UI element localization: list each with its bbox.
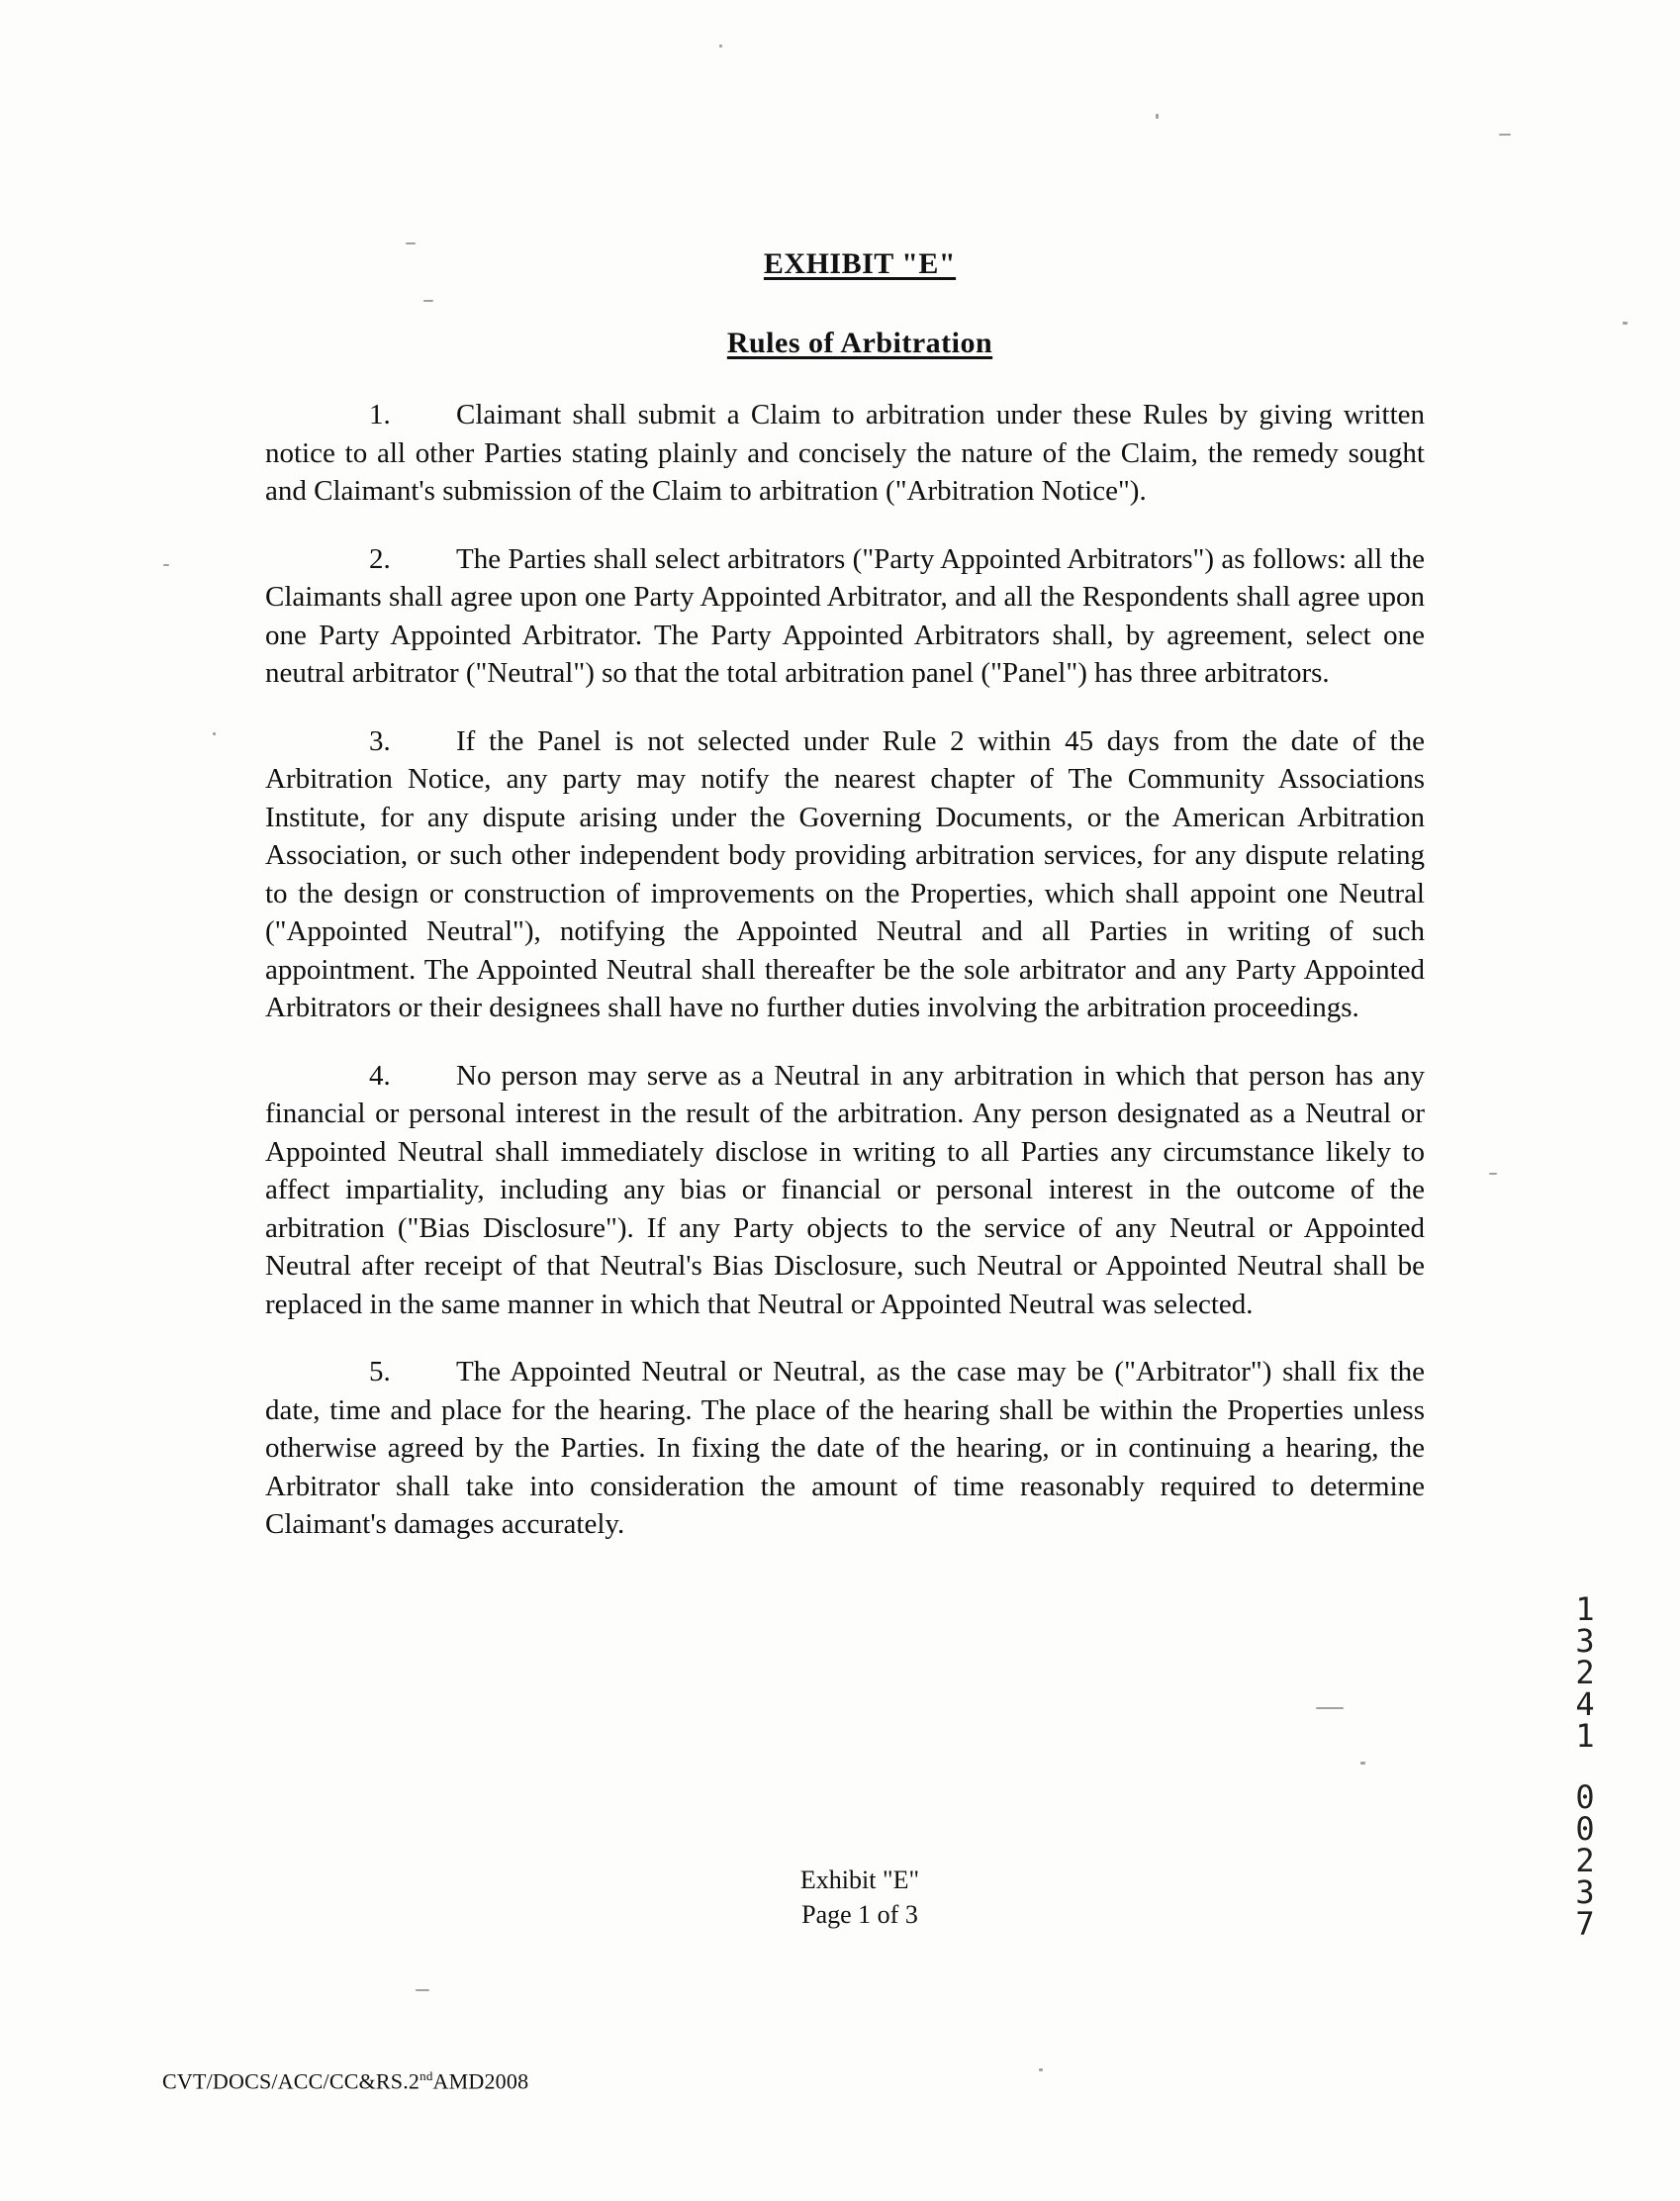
doc-code-suffix: AMD2008 <box>432 2068 529 2094</box>
footer-page-number: Page 1 of 3 <box>801 1900 918 1929</box>
exhibit-title: EXHIBIT "E" <box>763 247 957 280</box>
rule-text: Claimant shall submit a Claim to arbitration under these Rules by giving written notice to all other Parties stating plainly and concisely the nature of the Claim, the remedy sought and Claimant's submission of the Claim to arbitration ("Arbitration Notice"). <box>265 399 1425 507</box>
document-code <box>162 2068 528 2094</box>
rule-text: If the Panel is not selected under Rule 2 within 45 days from the date of the Arbitration Notice, any party may notify the nearest chapter of The Community Associations Institute, for any dispute arising under the Governing Documents, or the American Arbitration Association, or such other independent body providing arbitration services, for any dispute relating to the design or construction of improvements on the Properties, which shall appoint one Neutral ("Appointed Neutral"), notifying the Appointed Neutral and all Parties in writing of such appointment. The Appointed Neutral shall thereafter be the sole arbitrator and any Party Appointed Arbitrators or their designees shall have no further duties involving the arbitration proceedings. <box>265 724 1425 1023</box>
rule-text: The Appointed Neutral or Neutral, as the case may be ("Arbitrator") shall fix the date, time and place for the hearing. The place of the hearing shall be within the Properties unless otherwise agreed by the Parties. In fixing the date of the hearing, or in continuing a hearing, the Arbitrator shall take into consideration the amount of time reasonably required to determine Claimant's damages accurately. <box>265 1356 1425 1540</box>
scan-speck <box>1489 1173 1497 1175</box>
scan-speck <box>1316 1707 1344 1709</box>
section-title: Rules of Arbitration <box>726 327 993 359</box>
rule-paragraph <box>265 396 1425 511</box>
footer-exhibit-label: Exhibit "E" <box>799 1866 920 1894</box>
bates-stamp <box>1568 1590 1602 1943</box>
scan-speck <box>423 300 433 302</box>
scan-speck <box>1156 114 1159 119</box>
rule-text: No person may serve as a Neutral in any arbitration in which that person has any financial or personal interest in the result of the arbitration. Any person designated as a Neutral or Appointed Neutral shall immediately disclose in writing to all Parties any circumstance likely to affect impartiality, including any bias or financial or personal interest in the outcome of the arbitration ("Bias Disclosure"). If any Party objects to the service of any Neutral or Appointed Neutral after receipt of that Neutral's Bias Disclosure, such Neutral or Appointed Neutral shall be replaced in the same manner in which that Neutral or Appointed Neutral was selected. <box>265 1059 1425 1320</box>
scan-speck <box>213 732 216 735</box>
doc-code-superscript: nd <box>420 2068 433 2083</box>
rule-paragraph <box>265 540 1425 693</box>
rules-list <box>265 396 1425 1574</box>
rule-number: 2. <box>369 542 391 575</box>
scan-speck <box>719 45 722 48</box>
rule-number: 5. <box>369 1356 391 1388</box>
rule-number: 1. <box>369 399 391 431</box>
rule-paragraph <box>265 722 1425 1027</box>
rule-text: The Parties shall select arbitrators ("Party Appointed Arbitrators") as follows: all the Claimants shall agree upon one Party Appointed Arbitrator, and all the Respondents shall agree upon one Party Appointed Arbitrator. The Party Appointed Arbitrators shall, by agreement, select one neutral arbitrator ("Neutral") so that the total arbitration panel ("Panel") has three arbitrators. <box>265 542 1425 689</box>
rule-number: 3. <box>369 724 391 757</box>
scan-speck <box>1499 134 1511 136</box>
bates-part-2: 00237 <box>1575 1778 1595 1943</box>
rule-paragraph <box>265 1057 1425 1324</box>
scan-speck <box>1039 2068 1043 2071</box>
scan-speck <box>163 564 169 566</box>
rule-number: 4. <box>369 1059 391 1092</box>
scan-speck <box>416 1989 429 1991</box>
scan-speck <box>1623 322 1628 325</box>
doc-code-prefix: CVT/DOCS/ACC/CC&RS.2 <box>162 2068 420 2094</box>
scan-speck <box>406 242 416 244</box>
bates-part-1: 13241 <box>1575 1590 1595 1755</box>
rule-paragraph <box>265 1353 1425 1544</box>
scan-speck <box>1360 1762 1365 1765</box>
